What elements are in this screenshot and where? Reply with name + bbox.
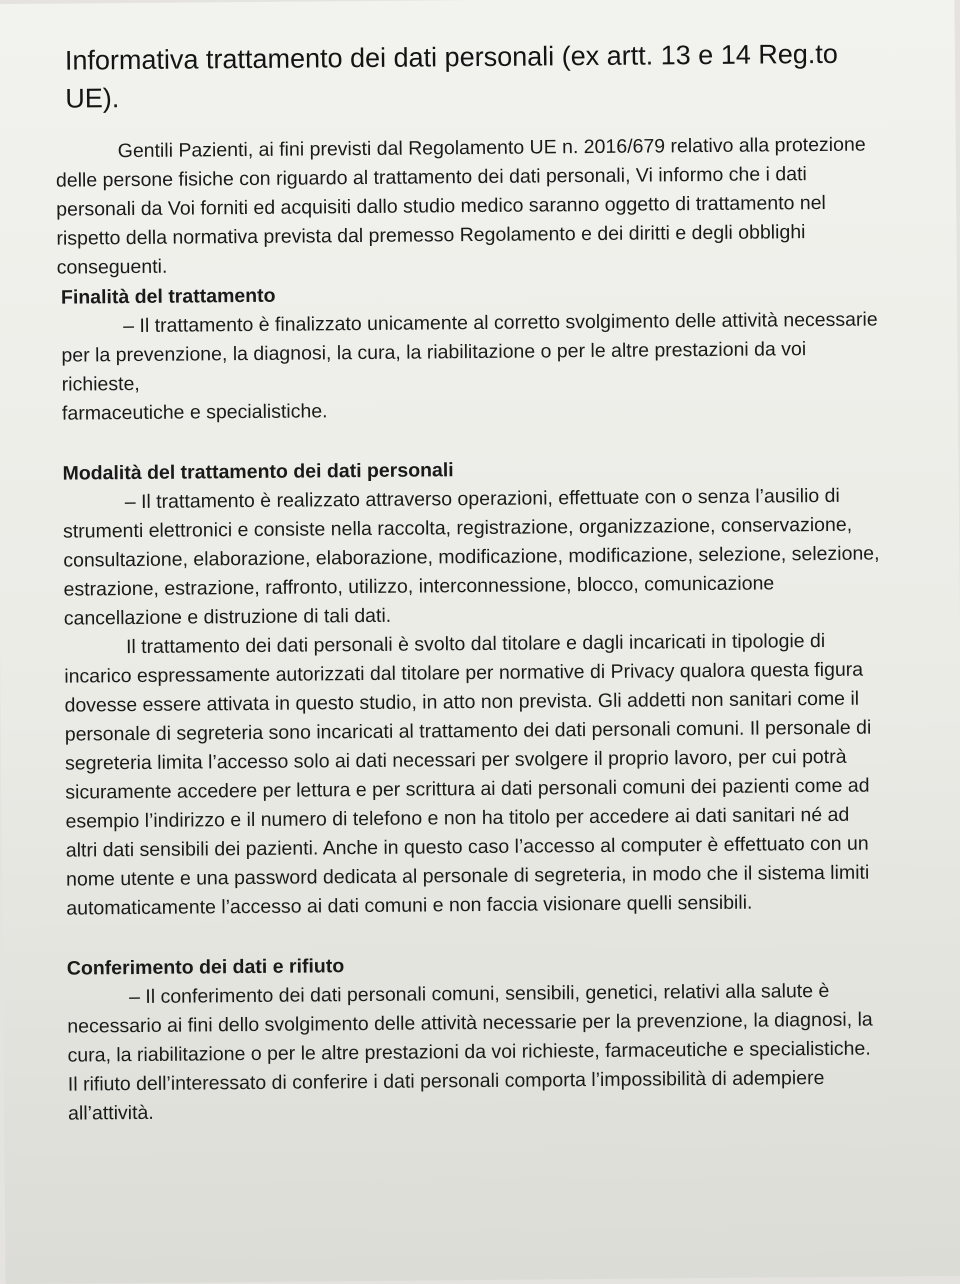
intro-paragraph: Gentili Pazienti, ai fini previsti dal Regolamento UE n. 2016/679 relativo alla protezione delle persone fisiche con riguardo al trattamento dei dati personali, Vi informo che i dati personali da Voi forniti ed acquisiti dallo studio medico saranno oggetto di trattamento nel rispetto della normativa prevista dal premesso Regolamento e dei diritti e degli obblighi conseguenti.	[55, 133, 866, 279]
section-paragraph: – Il trattamento è finalizzato unicamente al corretto svolgimento delle attività necessarie per la prevenzione, la diagnosi, la cura, la riabilitazione o per le altre prestazioni da voi richieste,	[61, 308, 878, 396]
section-heading: Finalità del trattamento	[60, 284, 276, 309]
section-heading: Modalità del trattamento dei dati personali	[62, 459, 454, 485]
section-finalita	[61, 276, 880, 429]
section-conferimento	[67, 946, 886, 1128]
document-title: Informativa trattamento dei dati personali (ex artt. 13 e 14 Reg.to UE).	[64, 38, 838, 114]
section-paragraph: – Il trattamento è realizzato attraverso operazioni, effettuate con o senza l’ausilio di strumenti elettronici e consiste nella raccolta, registrazione, organizzazione, conservazione, consultazione, elaborazione, elaborazione, modificazione, modificazione, selezione, selezione, estrazione, estrazione, raffronto, utilizzo, interconnessione, blocco, comunicazione cancellazione e distruzione di tali dati.	[62, 484, 880, 630]
section-paragraph: Il trattamento dei dati personali è svolto dal titolare e dagli incaricati in tipologie di incarico espressamente autorizzati dal titolare per normative di Privacy qualora questa figura dovesse essere attivata in questo studio, in atto non prevista. Gli addetti non sanitari come il personale di segreteria sono incaricati al trattamento dei dati personali comuni. Il personale di segreteria limita l’accesso solo ai dati necessari per svolgere il proprio lavoro, per cui potrà sicuramente accedere per lettura e per scrittura ai dati personali comuni dei pazienti come ad esempio l’indirizzo e il numero di telefono e non ha titolo per accedere ai dati sanitari né ad altri dati sensibili dei pazienti. Anche in questo caso l’accesso al computer è effettuato con un nome utente e una password dedicata al personale di segreteria, in modo che il sistema limiti automaticamente l’accesso ai dati comuni e non faccia visionare quelli sensibili.	[64, 629, 872, 920]
section-heading: Conferimento dei dati e rifiuto	[66, 955, 345, 980]
section-paragraph: – Il conferimento dei dati personali comuni, sensibili, genetici, relativi alla salute è necessario ai fini dello svolgimento delle attività necessarie per la prevenzione, la diagnosi, la cura, la riabilitazione o per le altre prestazioni da voi richieste, farmaceutiche e specialistiche. Il rifiuto dell’interessato di conferire i dati personali comporta l’impossibilità di adempiere all’attività.	[67, 979, 873, 1125]
section-modalita	[62, 451, 884, 923]
section-paragraph: farmaceutiche e specialistiche.	[61, 400, 328, 425]
